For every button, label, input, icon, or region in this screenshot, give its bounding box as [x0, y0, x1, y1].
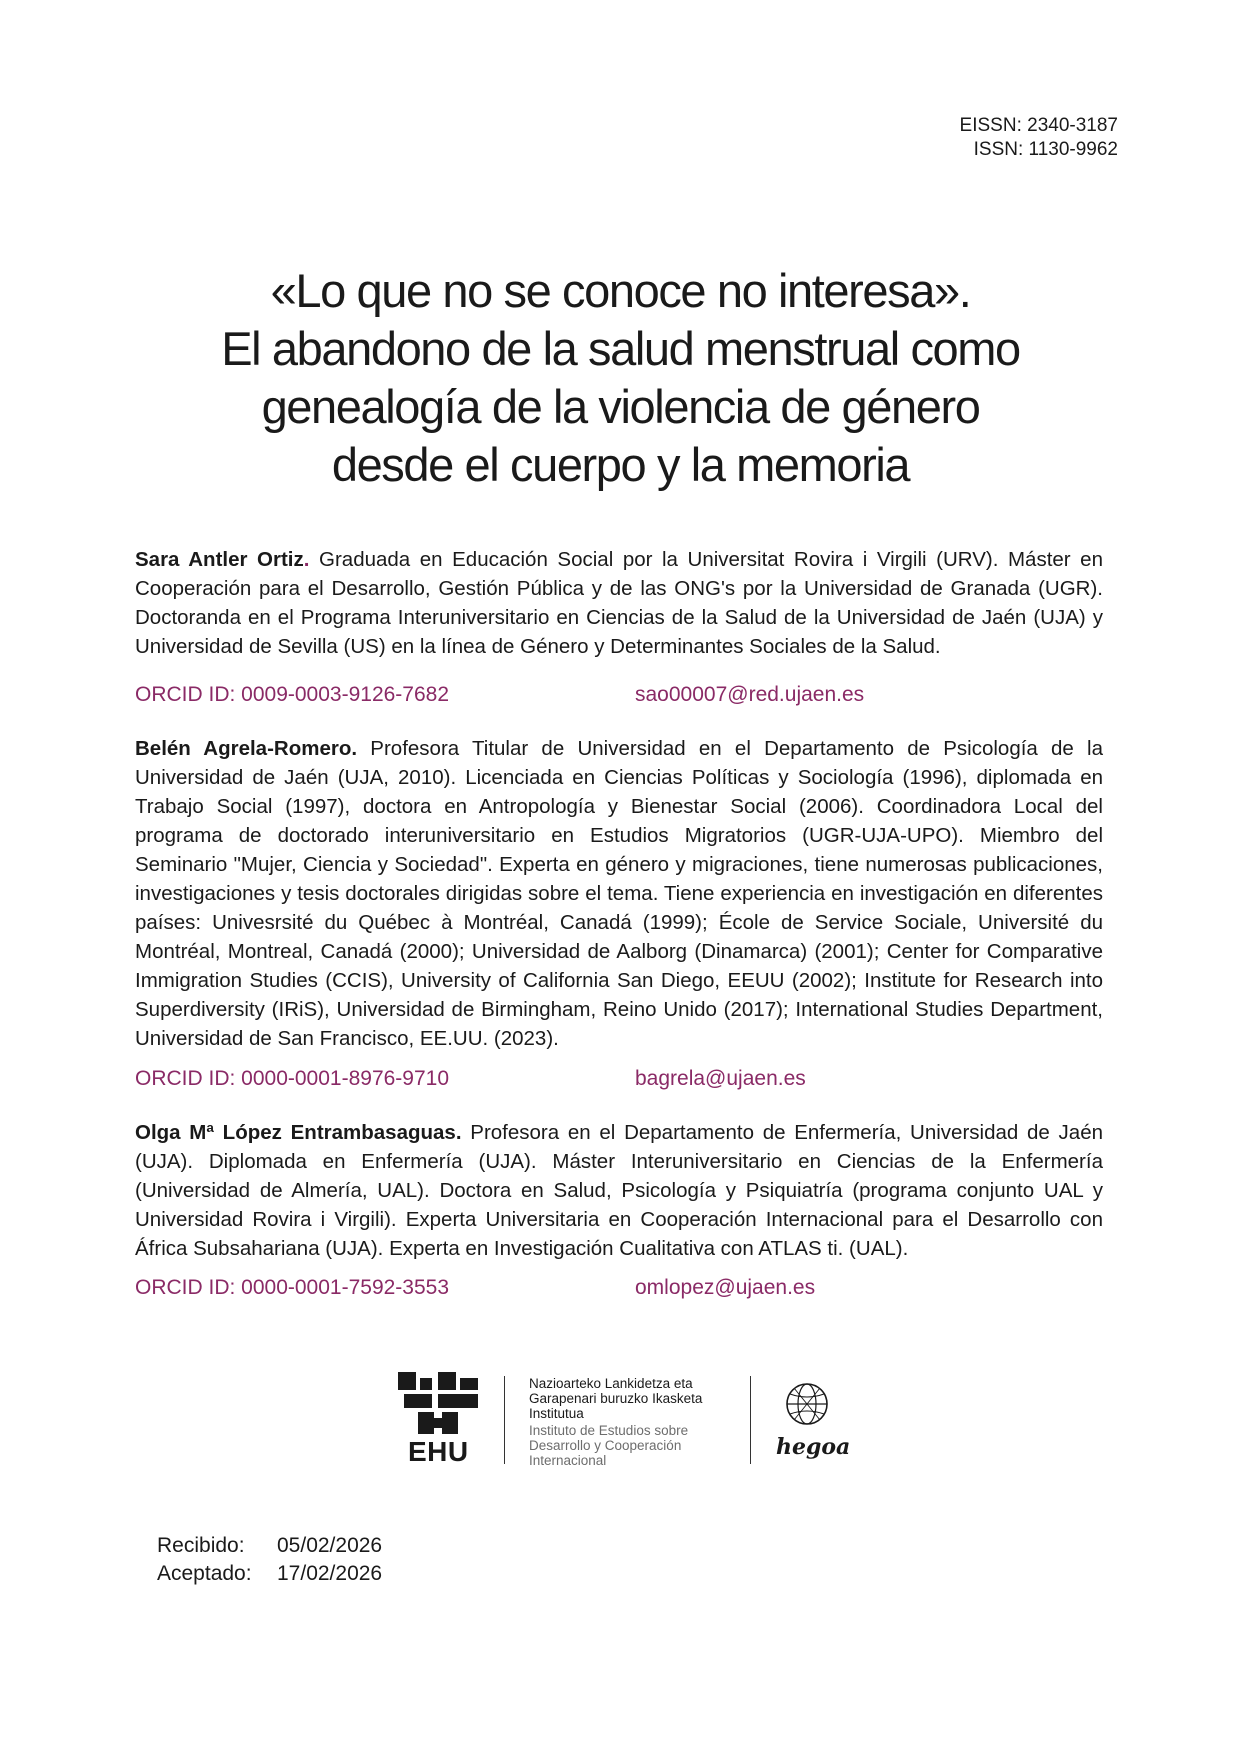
hegoa-logo	[776, 1376, 851, 1466]
hegoa-label: hegoa	[776, 1434, 851, 1460]
title-line-4: desde el cuerpo y la memoria	[331, 438, 910, 491]
received-value: 05/02/2026	[277, 1534, 383, 1557]
author-bio-2: Belén Agrela-Romero. Profesora Titular de Universidad en el Departamento de Psicología de la Universidad de Jaén (UJA, 2010). Licenciada en Ciencias Políticas y Sociología (1996), diplomada en Trabajo Social (1997), doctora en Antropología y Bienestar Social (2006). Coordinadora Local del programa de doctorado interuniversitario en Estudios Migratorios (UGR-UJA-UPO). Miembro del Seminario "Mujer, Ciencia y Sociedad". Experta en género y migraciones, tiene numerosas publicaciones, investigaciones y tesis doctorales dirigidas sobre el tema. Tiene experiencia en investigación en diferentes países: Univesrsité du Québec à Montréal, Canadá (1999); École de Service Sociale, Université du Montréal, Montreal, Canadá (2000); Universidad de Aalborg (Dinamarca) (2001); Center for Comparative Immigration Studies (CCIS), University of California San Diego, EEUU (2002); Institute for Research into Superdiversity (IRiS), Universidad de Birmingham, Reino Unido (2017); International Studies Department, Universidad de San Francisco, EE.UU. (2023).	[135, 737, 1104, 1050]
author-bio-text-1: Graduada en Educación Social por la Universitat Rovira i Virgili (URV). Máster en Cooperación para el Desarrollo, Gestión Pública y de las ONG's por la Universidad de Granada (UGR). Doctoranda en el Programa Interuniversitario en Ciencias de la Salud de la Universidad de Jaén (UJA) y Universidad de Sevilla (US) en la línea de Género y Determinantes Sociales de la Salud.	[135, 548, 1103, 658]
title-line-3: genealogía de la violencia de género	[261, 380, 980, 433]
author-ids-1	[135, 683, 1103, 713]
logo-divider-1	[504, 1376, 505, 1464]
issn-block	[960, 114, 1118, 162]
title-line-2: El abandono de la salud menstrual como	[221, 322, 1020, 375]
author-bio-text-3: Profesora en el Departamento de Enfermería, Universidad de Jaén (UJA). Diplomada en Enfermería (UJA). Máster Interuniversitario en Ciencias de la Enfermería (Universidad de Almería, UAL). Doctora en Salud, Psicología y Psiquiatría (programa conjunto UAL y Universidad Rovira i Virgili). Experta Universitaria en Cooperación Internacional para el Desarrollo con África Subsahariana (UJA). Experta en Investigación Cualitativa con ATLAS ti. (UAL).	[135, 1121, 1103, 1260]
ehu-label: EHU	[408, 1436, 469, 1467]
institute-name-es: Instituto de Estudios sobre Desarrollo y Cooperación Internacional	[529, 1423, 689, 1468]
author-name-2: Belén Agrela-Romero	[135, 737, 352, 760]
author-name-3: Olga Mª López Entrambasaguas	[135, 1121, 456, 1144]
received-row	[157, 1532, 382, 1560]
author-bio-text-2: Profesora Titular de Universidad en el Departamento de Psicología de la Universidad de Jaén (UJA, 2010). Licenciada en Ciencias Políticas y Sociología (1996), diplomada en Trabajo Social (1997), doctora en Antropología y Bienestar Social (2006). Coordinadora Local del programa de doctorado interuniversitario en Estudios Migratorios (UGR-UJA-UPO). Miembro del Seminario "Mujer, Ciencia y Sociedad". Experta en género y migraciones, tiene numerosas publicaciones, investigaciones y tesis doctorales dirigidas sobre el tema. Tiene experiencia en investigación en diferentes países: Univesrsité du Québec à Montréal, Canadá (1999); École de Service Sociale, Université du Montréal, Montreal, Canadá (2000); Universidad de Aalborg (Dinamarca) (2001); Center for Comparative Immigration Studies (CCIS), University of California San Diego, EEUU (2002); Institute for Research into Superdiversity (IRiS), Universidad de Birmingham, Reino Unido (2017); International Studies Department, Universidad de San Francisco, EE.UU. (2023).	[135, 737, 1104, 1050]
institution-logos	[398, 1372, 851, 1472]
email-link-1[interactable]: sao00007@red.ujaen.es	[635, 683, 865, 706]
article-title	[100, 262, 1141, 494]
accepted-label: Aceptado:	[157, 1562, 252, 1585]
author-ids-3	[135, 1276, 1103, 1306]
orcid-link-3[interactable]: ORCID ID: 0000-0001-7592-3553	[135, 1276, 450, 1299]
institute-name-eu: Nazioarteko Lankidetza eta Garapenari buruzko Ikasketa Institutua	[529, 1376, 703, 1421]
author-ids-2	[135, 1067, 1103, 1097]
issn-text: ISSN: 1130-9962	[973, 139, 1118, 160]
title-line-1: «Lo que no se conoce no interesa».	[270, 264, 971, 317]
author-bio-1: Sara Antler Ortiz. Graduada en Educación Social por la Universitat Rovira i Virgili (URV). Máster en Cooperación para el Desarrollo, Gestión Pública y de las ONG's por la Universidad de Granada (UGR). Doctoranda en el Programa Interuniversitario en Ciencias de la Salud de la Universidad de Jaén (UJA) y Universidad de Sevilla (US) en la línea de Género y Determinantes Sociales de la Salud.	[135, 548, 1103, 658]
email-link-3[interactable]: omlopez@ujaen.es	[635, 1276, 816, 1299]
eissn-text: EISSN: 2340-3187	[959, 115, 1118, 136]
ehu-logo-icon	[398, 1372, 478, 1434]
globe-icon	[776, 1376, 838, 1434]
received-label: Recibido:	[157, 1534, 245, 1557]
email-link-2[interactable]: bagrela@ujaen.es	[635, 1067, 806, 1090]
logo-divider-2	[750, 1376, 751, 1464]
orcid-link-1[interactable]: ORCID ID: 0009-0003-9126-7682	[135, 683, 450, 706]
author-name-1: Sara Antler Ortiz	[135, 548, 304, 571]
author-bio-3: Olga Mª López Entrambasaguas. Profesora en el Departamento de Enfermería, Universidad de Jaén (UJA). Diplomada en Enfermería (UJA). Máster Interuniversitario en Ciencias de la Enfermería (Universidad de Almería, UAL). Doctora en Salud, Psicología y Psiquiatría (programa conjunto UAL y Universidad Rovira i Virgili). Experta Universitaria en Cooperación Internacional para el Desarrollo con África Subsahariana (UJA). Experta en Investigación Cualitativa con ATLAS ti. (UAL).	[135, 1121, 1103, 1260]
submission-dates	[157, 1532, 382, 1588]
accepted-row	[157, 1560, 382, 1588]
accepted-value: 17/02/2026	[277, 1562, 383, 1585]
orcid-link-2[interactable]: ORCID ID: 0000-0001-8976-9710	[135, 1067, 450, 1090]
